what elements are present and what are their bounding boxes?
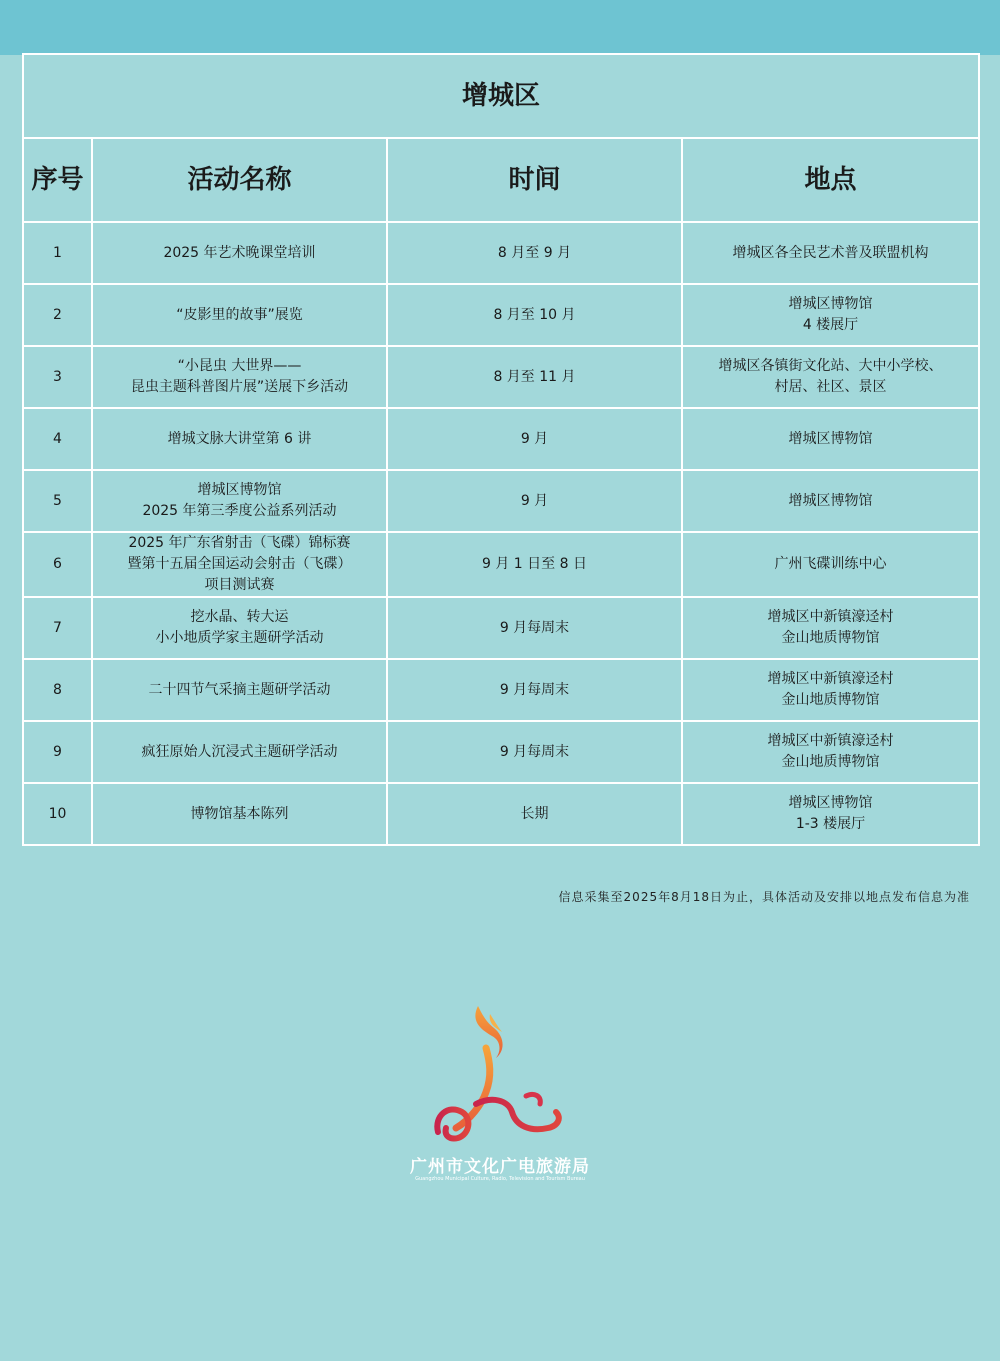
header-time: 时间 [387, 138, 682, 222]
header-activity-name: 活动名称 [92, 138, 387, 222]
bureau-emblem-icon [430, 1000, 570, 1150]
table-row [23, 532, 979, 597]
row-index: 9 [23, 721, 92, 783]
activity-name-line: 2025 年广东省射击（飞碟）锦标赛 [128, 535, 351, 551]
row-location [682, 721, 979, 783]
row-index: 10 [23, 783, 92, 845]
row-location [682, 222, 979, 284]
row-activity-name [92, 721, 387, 783]
activity-name-line: 博物馆基本陈列 [190, 805, 289, 822]
table-title-row [23, 54, 979, 138]
row-location [682, 470, 979, 532]
table-row [23, 222, 979, 284]
row-index: 3 [23, 346, 92, 408]
activity-name-line: 小小地质学家主题研学活动 [155, 630, 324, 646]
table-row [23, 470, 979, 532]
row-location [682, 597, 979, 659]
location-line: 增城区博物馆 [788, 430, 873, 447]
table-row [23, 597, 979, 659]
row-activity-name [92, 222, 387, 284]
row-time: 9 月每周末 [387, 721, 682, 783]
activity-name-line: 二十四节气采摘主题研学活动 [148, 681, 331, 698]
row-time: 9 月 [387, 408, 682, 470]
table-header-row [23, 138, 979, 222]
activity-name-line: 项目测试赛 [204, 577, 275, 593]
activity-name-line: “小昆虫 大世界—— [177, 358, 302, 374]
table-row [23, 284, 979, 346]
location-line: 广州飞碟训练中心 [774, 556, 887, 572]
row-location [682, 532, 979, 597]
district-title: 增城区 [23, 54, 979, 138]
activity-name-line: 2025 年第三季度公益系列活动 [142, 503, 337, 519]
row-time: 9 月 [387, 470, 682, 532]
row-index: 8 [23, 659, 92, 721]
activity-name-line: 暨第十五届全国运动会射击（飞碟） [127, 556, 352, 572]
location-line: 增城区中新镇濠迳村 [767, 733, 894, 749]
row-activity-name [92, 470, 387, 532]
row-activity-name [92, 532, 387, 597]
location-line: 增城区各镇街文化站、大中小学校、 [718, 358, 943, 374]
location-line: 4 楼展厅 [802, 317, 859, 333]
location-line: 增城区博物馆 [788, 492, 873, 509]
table-row [23, 408, 979, 470]
location-line: 增城区中新镇濠迳村 [767, 671, 894, 687]
location-line: 增城区博物馆 [788, 795, 873, 811]
activity-name-line: 疯狂原始人沉浸式主题研学活动 [141, 743, 338, 760]
bureau-name-english: Guangzhou Municipal Culture, Radio, Television and Tourism Bureau [415, 1176, 585, 1182]
row-index: 5 [23, 470, 92, 532]
row-time: 9 月每周末 [387, 659, 682, 721]
header-location: 地点 [682, 138, 979, 222]
row-time: 8 月至 9 月 [387, 222, 682, 284]
row-time: 9 月每周末 [387, 597, 682, 659]
activity-name-line: 增城区博物馆 [197, 482, 282, 498]
location-line: 增城区中新镇濠迳村 [767, 609, 894, 625]
row-activity-name [92, 346, 387, 408]
header-index: 序号 [23, 138, 92, 222]
activity-table-container [22, 53, 978, 846]
row-time: 9 月 1 日至 8 日 [387, 532, 682, 597]
activity-name-line: 增城文脉大讲堂第 6 讲 [167, 430, 312, 447]
row-location [682, 408, 979, 470]
row-location [682, 284, 979, 346]
row-time: 8 月至 11 月 [387, 346, 682, 408]
table-body [23, 222, 979, 845]
row-activity-name [92, 597, 387, 659]
row-location [682, 346, 979, 408]
table-row [23, 783, 979, 845]
location-line: 增城区博物馆 [788, 296, 873, 312]
activity-name-line: “皮影里的故事”展览 [176, 306, 303, 323]
bureau-name: 广州市文化广电旅游局 [410, 1157, 590, 1177]
row-index: 7 [23, 597, 92, 659]
top-band [0, 0, 1000, 55]
row-location [682, 783, 979, 845]
row-index: 6 [23, 532, 92, 597]
row-index: 2 [23, 284, 92, 346]
row-index: 1 [23, 222, 92, 284]
row-time: 8 月至 10 月 [387, 284, 682, 346]
row-activity-name [92, 659, 387, 721]
row-time: 长期 [387, 783, 682, 845]
row-activity-name [92, 783, 387, 845]
activity-name-line: 2025 年艺术晚课堂培训 [163, 244, 316, 261]
activity-name-line: 昆虫主题科普图片展”送展下乡活动 [130, 379, 349, 395]
table-row [23, 721, 979, 783]
row-index: 4 [23, 408, 92, 470]
activity-table [22, 53, 980, 846]
location-line: 金山地质博物馆 [781, 630, 880, 646]
location-line: 村居、社区、景区 [774, 379, 887, 395]
location-line: 1-3 楼展厅 [795, 816, 866, 832]
footnote: 信息采集至2025年8月18日为止，具体活动及安排以地点发布信息为准 [558, 890, 970, 904]
table-row [23, 346, 979, 408]
table-row [23, 659, 979, 721]
location-line: 金山地质博物馆 [781, 692, 880, 708]
location-line: 增城区各全民艺术普及联盟机构 [732, 244, 929, 261]
row-activity-name [92, 284, 387, 346]
bureau-logo [380, 1000, 620, 1190]
row-location [682, 659, 979, 721]
location-line: 金山地质博物馆 [781, 754, 880, 770]
activity-name-line: 挖水晶、转大运 [190, 609, 289, 625]
row-activity-name [92, 408, 387, 470]
